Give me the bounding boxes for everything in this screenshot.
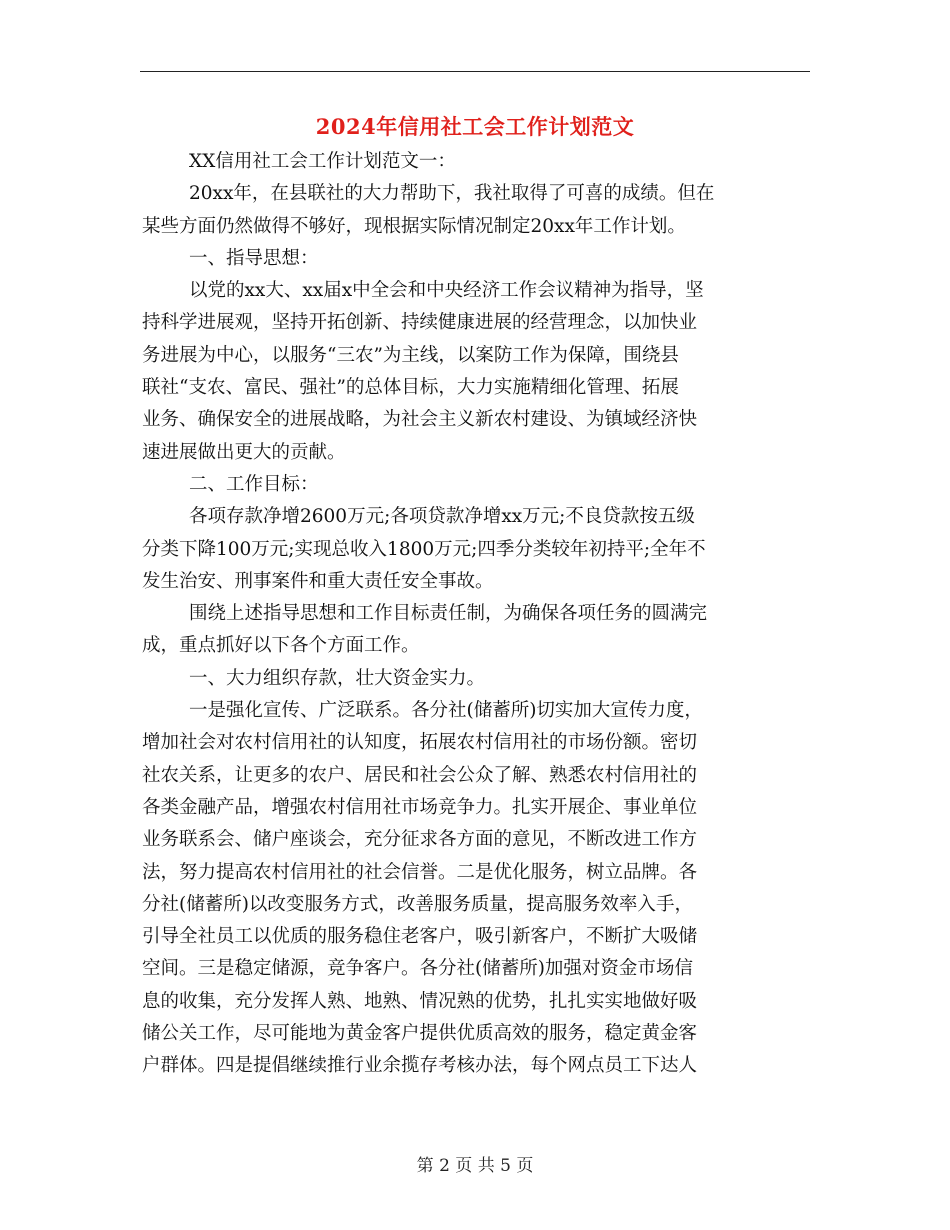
- body-line: 法，努力提高农村信用社的社会信誉。二是优化服务，树立品牌。各: [142, 861, 698, 883]
- body-line: XX信用社工会工作计划范文一：: [189, 151, 456, 172]
- body-line: 围绕上述指导思想和工作目标责任制，为确保各项任务的圆满完: [189, 603, 708, 625]
- body-line: 持科学进展观，坚持开拓创新、持续健康进展的经营理念，以加快业: [142, 312, 698, 334]
- body-line: 二、工作目标：: [189, 473, 319, 495]
- body-line: 增加社会对农村信用社的认知度，拓展农村信用社的市场份额。密切: [142, 732, 698, 754]
- body-line: 20xx年，在县联社的大力帮助下，我社取得了可喜的成绩。但在: [189, 183, 715, 205]
- body-line: 户群体。四是提倡继续推行业余揽存考核办法，每个网点员工下达人: [142, 1055, 698, 1077]
- body-line: 一、大力组织存款，壮大资金实力。: [189, 667, 486, 689]
- body-line: 务进展为中心，以服务“三农”为主线，以案防工作为保障，围绕县: [142, 344, 679, 366]
- body-line: 速进展做出更大的贡献。: [142, 441, 346, 463]
- body-line: 分类下降100万元;实现总收入1800万元;四季分类较年初持平;全年不: [142, 538, 706, 560]
- document-body: [142, 146, 810, 1083]
- body-line: 一、指导思想：: [189, 247, 319, 269]
- page-number: 第 2 页 共 5 页: [416, 1156, 534, 1176]
- header-rule: [140, 71, 810, 72]
- body-line: 息的收集，充分发挥人熟、地熟、情况熟的优势，扎扎实实地做好吸: [142, 990, 698, 1012]
- body-line: 储公关工作，尽可能地为黄金客户提供优质高效的服务，稳定黄金客: [142, 1023, 698, 1045]
- body-line: 某些方面仍然做得不够好，现根据实际情况制定20xx年工作计划。: [142, 215, 686, 237]
- body-line: 分社(储蓄所)以改变服务方式，改善服务质量，提高服务效率入手，: [142, 893, 693, 915]
- body-line: 各项存款净增2600万元;各项贷款净增xx万元;不良贷款按五级: [189, 506, 695, 528]
- body-line: 成，重点抓好以下各个方面工作。: [142, 635, 420, 657]
- body-line: 空间。三是稳定储源，竞争客户。各分社(储蓄所)加强对资金市场信: [142, 958, 693, 980]
- body-line: 业务、确保安全的进展战略，为社会主义新农村建设、为镇域经济快: [142, 409, 698, 431]
- body-line: 联社“支农、富民、强社”的总体目标，大力实施精细化管理、拓展: [142, 377, 679, 399]
- body-line: 一是强化宣传、广泛联系。各分社(储蓄所)切实加大宣传力度，: [189, 700, 703, 722]
- body-line: 业务联系会、储户座谈会，充分征求各方面的意见，不断改进工作方: [142, 829, 698, 851]
- body-line: 以党的xx大、xx届x中全会和中央经济工作会议精神为指导，坚: [189, 280, 704, 302]
- body-line: 发生治安、刑事案件和重大责任安全事故。: [142, 570, 494, 592]
- body-line: 引导全社员工以优质的服务稳住老客户，吸引新客户，不断扩大吸储: [142, 926, 698, 948]
- body-line: 社农关系，让更多的农户、居民和社会公众了解、熟悉农村信用社的: [142, 764, 698, 786]
- document-title: 2024年信用社工会工作计划范文: [315, 114, 635, 139]
- body-line: 各类金融产品，增强农村信用社市场竞争力。扎实开展企、事业单位: [142, 796, 698, 818]
